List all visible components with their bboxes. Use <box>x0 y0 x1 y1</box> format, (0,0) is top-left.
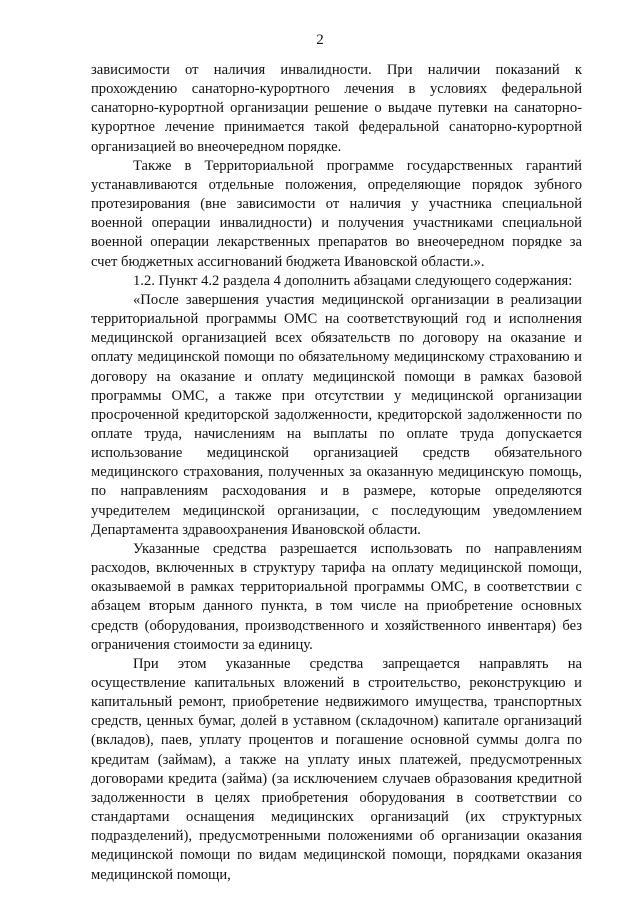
document-body <box>91 61 582 885</box>
page-number: 2 <box>316 32 324 48</box>
paragraph-territorial-program: Также в Территориальной программе государственных гарантий устанавливаются отдельные положения, определяющие порядок зубного протезирования (вне зависимости от наличия у участника специальной военной операции инвалидности) и получения участниками специальной военной операции лекарственных препаратов во внеочередном порядке за счет бюджетных ассигнований бюджета Ивановской области.». <box>91 157 582 270</box>
paragraph-continuation: зависимости от наличия инвалидности. При наличии показаний к прохождению санаторно-курортного лечения в условиях федеральной санаторно-курортной организации решение о выдаче путевки на санаторно-курортное лечение принимается такой федеральной санаторно-курортной организацией во внеочередном порядке. <box>91 62 582 155</box>
paragraph-permitted-expenses: Указанные средства разрешается использовать по направлениям расходов, включенных в структуру тарифа на оплату медицинской помощи, оказываемой в рамках территориальной программы ОМС, в соответствии с абзацем вторым данного пункта, в том числе на приобретение основных средств (оборудования, производственного и хозяйственного инвентаря) без ограничения стоимости за единицу. <box>91 540 582 653</box>
paragraph-oms-funds-usage: «После завершения участия медицинской организации в реализации территориальной программы ОМС на соответствующий год и исполнения медицинской организацией всех обязательств по договору на оказание и оплату медицинской помощи по обязательному медицинскому страхованию и договору на оказание и оплату медицинской помощи в рамках базовой программы ОМС, а также при отсутствии у медицинской организации просроченной кредиторской задолженности, кредиторской задолженности по оплате труда, начислениям на выплаты по оплате труда допускается использование медицинской организацией средств обязательного медицинского страхования, полученных за оказанную медицинскую помощь, по направлениям расходования и в размере, которые определяются учредителем медицинской организации, с последующим уведомлением Департамента здравоохранения Ивановской области. <box>91 291 582 538</box>
paragraph-clause-1-2: 1.2. Пункт 4.2 раздела 4 дополнить абзацами следующего содержания: <box>133 272 573 289</box>
paragraph-prohibited-expenses: При этом указанные средства запрещается направлять на осуществление капитальных вложений в строительство, реконструкцию и капитальный ремонт, приобретение недвижимого имущества, транспортных средств, ценных бумаг, долей в уставном (складочном) капитале организаций (вкладов), паев, уплату процентов и погашение основной суммы долга по кредитам (займам), а также на уплату иных платежей, предусмотренных договорами кредита (займа) (за исключением случаев образования кредитной задолженности в целях приобретения оборудования в соответствии со стандартами оснащения медицинских организаций (их структурных подразделений), предусмотренными положениями об организации оказания медицинской помощи по видам медицинской помощи, порядками оказания медицинской помощи, <box>91 655 582 883</box>
